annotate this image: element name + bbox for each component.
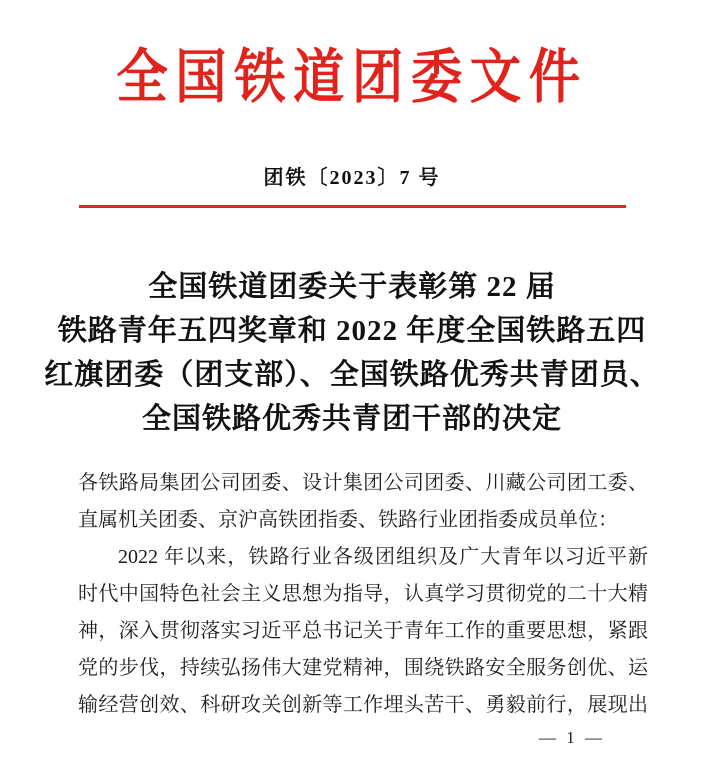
body-line-5: 神，深入贯彻落实习近平总书记关于青年工作的重要思想，紧跟 bbox=[78, 620, 648, 642]
body-line-1: 各铁路局集团公司团委、设计集团公司团委、川藏公司团工委、 bbox=[78, 472, 648, 494]
body-line-2: 直属机关团委、京沪高铁团指委、铁路行业团指委成员单位： bbox=[78, 509, 618, 531]
document-title bbox=[30, 265, 674, 441]
title-line-1: 全国铁道团委关于表彰第 22 届 bbox=[148, 271, 556, 303]
page-number: — 1 — bbox=[539, 728, 605, 747]
body-line-7: 输经营创效、科研攻关创新等工作埋头苦干、勇毅前行，展现出 bbox=[78, 694, 648, 716]
document-body bbox=[78, 465, 648, 724]
red-letterhead-title: 全国铁道团委文件 bbox=[116, 45, 588, 111]
body-line-3: 2022 年以来，铁路行业各级团组织及广大青年以习近平新 bbox=[118, 546, 648, 568]
title-line-2: 铁路青年五四奖章和 2022 年度全国铁路五四 bbox=[57, 315, 647, 347]
page-footer bbox=[0, 727, 605, 749]
body-line-4: 时代中国特色社会主义思想为指导，认真学习贯彻党的二十大精 bbox=[78, 583, 648, 605]
body-line-6: 党的步伐，持续弘扬伟大建党精神，围绕铁路安全服务创优、运 bbox=[78, 657, 648, 679]
title-line-4: 全国铁路优秀共青团干部的决定 bbox=[141, 403, 562, 435]
red-separator-line bbox=[79, 205, 626, 208]
title-line-3: 红旗团委（团支部）、全国铁路优秀共青团员、 bbox=[44, 359, 660, 391]
document-number: 团铁〔2023〕7 号 bbox=[263, 167, 441, 189]
